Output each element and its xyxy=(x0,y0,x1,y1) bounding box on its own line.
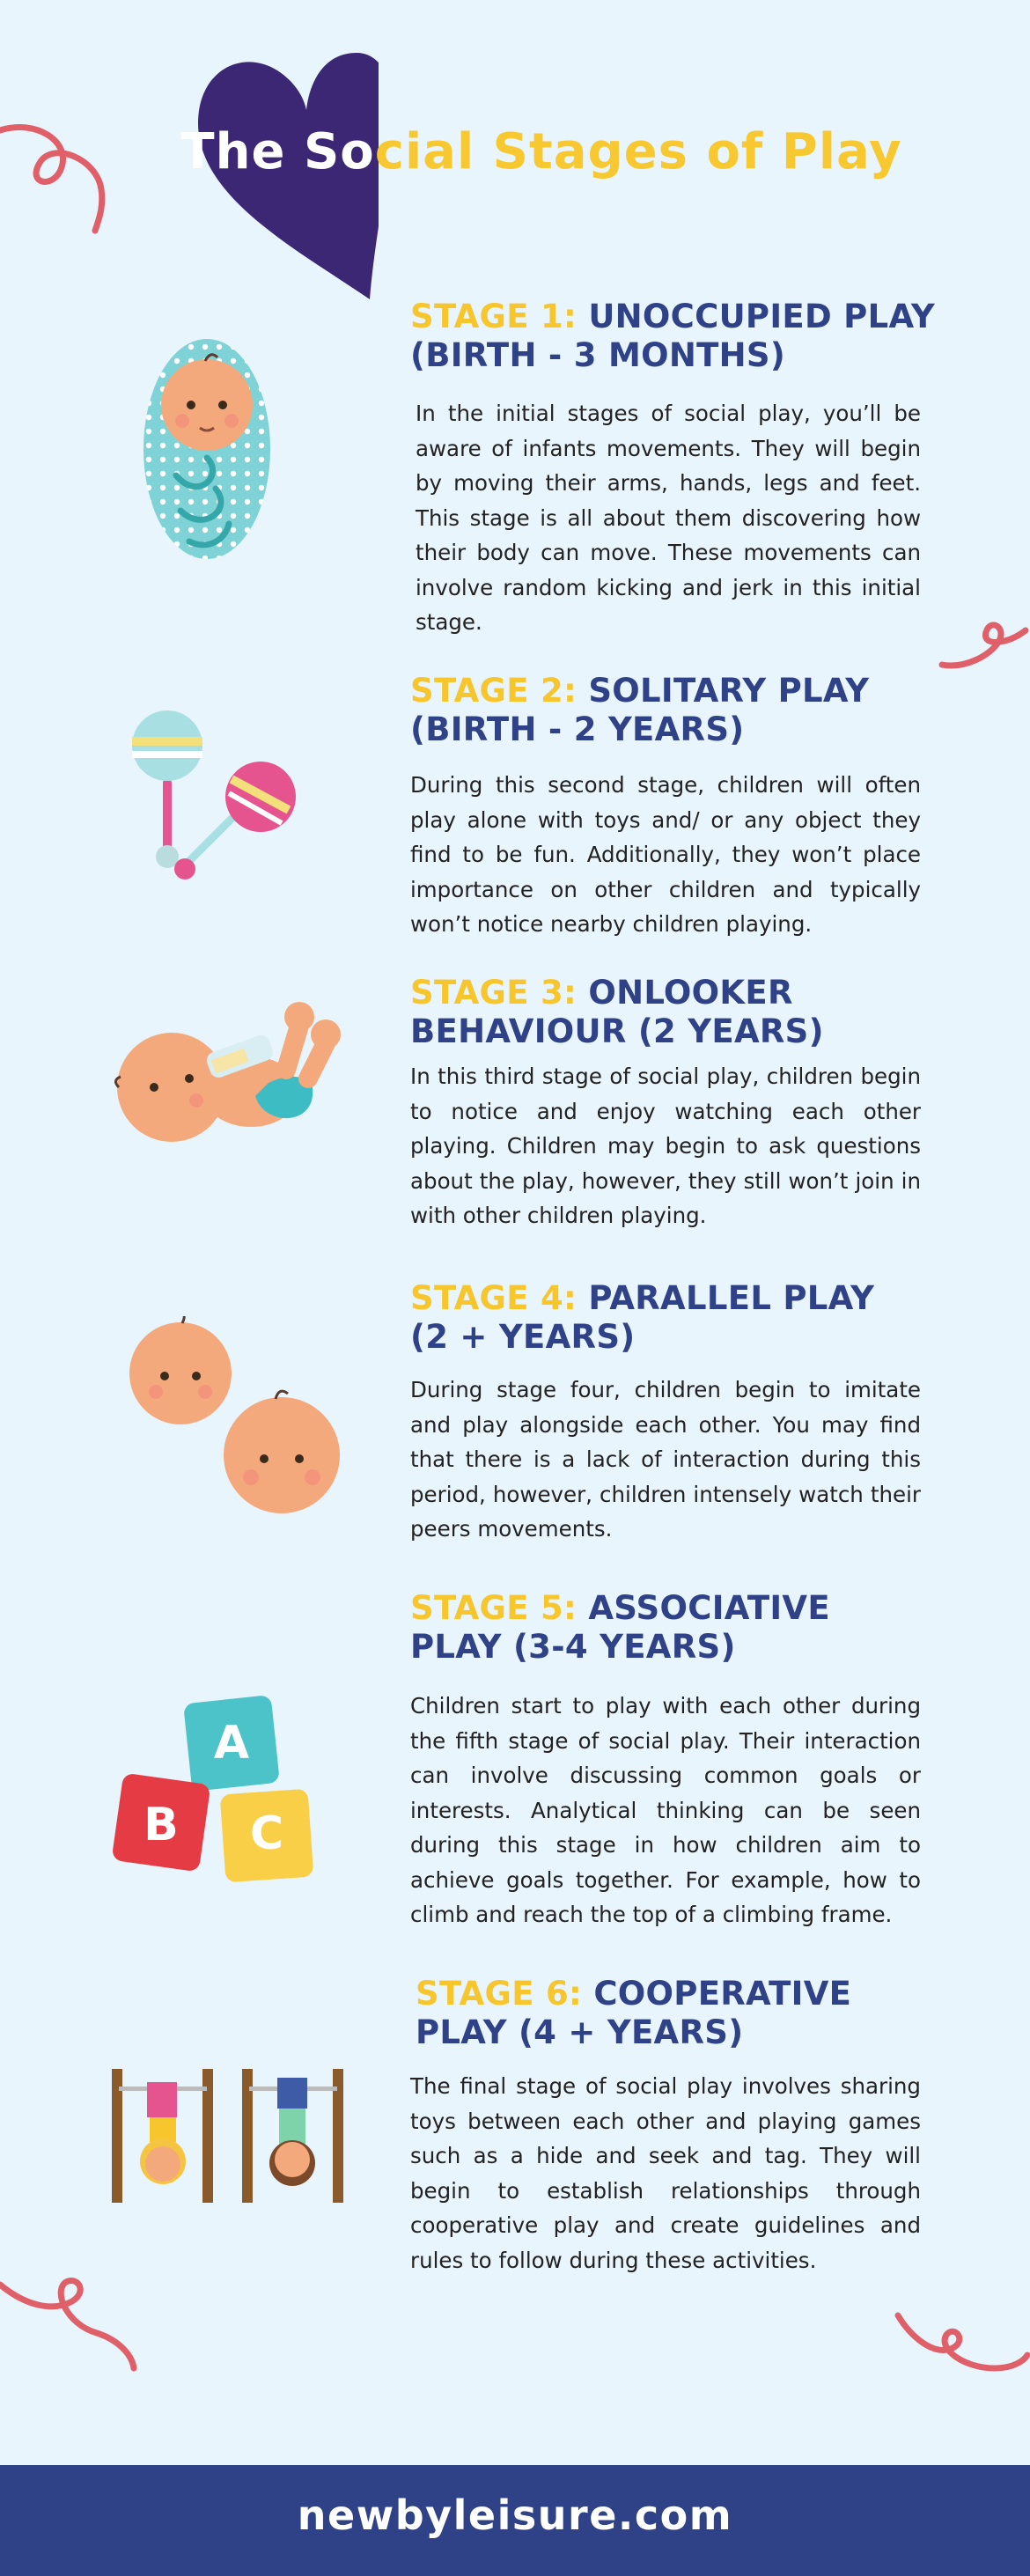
stage-5-name: ASSOCIATIVE xyxy=(588,1589,830,1627)
stage-1-age: (BIRTH - 3 MONTHS) xyxy=(410,336,786,374)
baby-bottle-icon xyxy=(110,982,348,1144)
stage-6-text: The final stage of social play involves sharing toys between each other and playing games such as a hide and seek and tag. They will begin to establish relationships through cooperative play and create guidelines and rules to follow during these activities. xyxy=(410,2073,921,2273)
stage-6-number: STAGE 6: xyxy=(416,1975,583,2013)
stage-4-heading xyxy=(410,1279,956,1357)
stage-6-heading xyxy=(416,1975,961,2052)
stage-1-number: STAGE 1: xyxy=(410,298,578,335)
stage-1-name: UNOCCUPIED PLAY xyxy=(588,298,935,335)
stage-6-name: COOPERATIVE xyxy=(593,1975,852,2013)
swaddled-baby-icon xyxy=(128,326,286,563)
squiggle-bottom-right-icon xyxy=(894,2307,1030,2386)
monkey-bars-kids-icon xyxy=(110,2064,348,2205)
stage-4-number: STAGE 4: xyxy=(410,1279,578,1317)
stage-5-text: Children start to play with each other during the fifth stage of social play. Their interaction can involve discussing common goals or interests. Analytical thinking can be seen during this stage in how children aim to achieve goals together. For example, how to climb and reach the top of a climbing frame. xyxy=(410,1693,921,1927)
rattles-icon xyxy=(130,709,298,894)
stage-1-heading xyxy=(410,298,956,375)
stage-3-age: BEHAVIOUR (2 YEARS) xyxy=(410,1012,824,1050)
stage-5-age: PLAY (3-4 YEARS) xyxy=(410,1628,736,1666)
stage-2-name: SOLITARY PLAY xyxy=(588,672,870,710)
title-part-yellow: cial Stages of Play xyxy=(374,123,902,180)
stage-2-age: (BIRTH - 2 YEARS) xyxy=(410,710,745,748)
stage-2-text: During this second stage, children will often play alone with toys and/ or any object they find to be fun. Additionally, they won’t place importance on other children and typically won’t notice nearby children playing. xyxy=(410,772,921,937)
stage-6-age: PLAY (4 + YEARS) xyxy=(416,2013,744,2051)
stage-3-number: STAGE 3: xyxy=(410,974,578,1012)
stage-3-name: ONLOOKER xyxy=(588,974,793,1012)
block-c-letter: C xyxy=(249,1807,284,1860)
stage-4-name: PARALLEL PLAY xyxy=(588,1279,875,1317)
stage-2-number: STAGE 2: xyxy=(410,672,578,710)
abc-blocks-icon xyxy=(113,1695,324,1897)
page-title xyxy=(0,123,1030,180)
stage-3-heading xyxy=(410,974,956,1051)
stage-1-text: In the initial stages of social play, you’ll be aware of infants movements. They will begin by moving their arms, hands, legs and feet. This stage is all about them discovering how their body can move. These movements can involve random kicking and jerk in this initial stage. xyxy=(416,401,921,635)
block-b-letter: B xyxy=(143,1799,179,1851)
footer-website-link[interactable]: newbyleisure.com xyxy=(297,2491,733,2539)
squiggle-bottom-left-icon xyxy=(0,2271,145,2377)
stage-5-number: STAGE 5: xyxy=(410,1589,578,1627)
stage-3-text: In this third stage of social play, children begin to notice and enjoy watching each other playing. Children may begin to ask questions about the play, however, they still won’t join in with other children playing. xyxy=(410,1064,921,1228)
stage-4-age: (2 + YEARS) xyxy=(410,1318,636,1356)
stage-2-heading xyxy=(410,672,956,749)
two-baby-faces-icon xyxy=(128,1316,348,1519)
squiggle-right-icon xyxy=(938,607,1030,678)
block-a-letter: A xyxy=(213,1717,250,1770)
title-part-white: The So xyxy=(180,123,375,180)
stage-4-text: During stage four, children begin to imitate and play alongside each other. You may find that there is a lack of interaction during this period, however, children intensely watch their peers movements. xyxy=(410,1377,921,1542)
stage-5-heading xyxy=(410,1589,956,1667)
